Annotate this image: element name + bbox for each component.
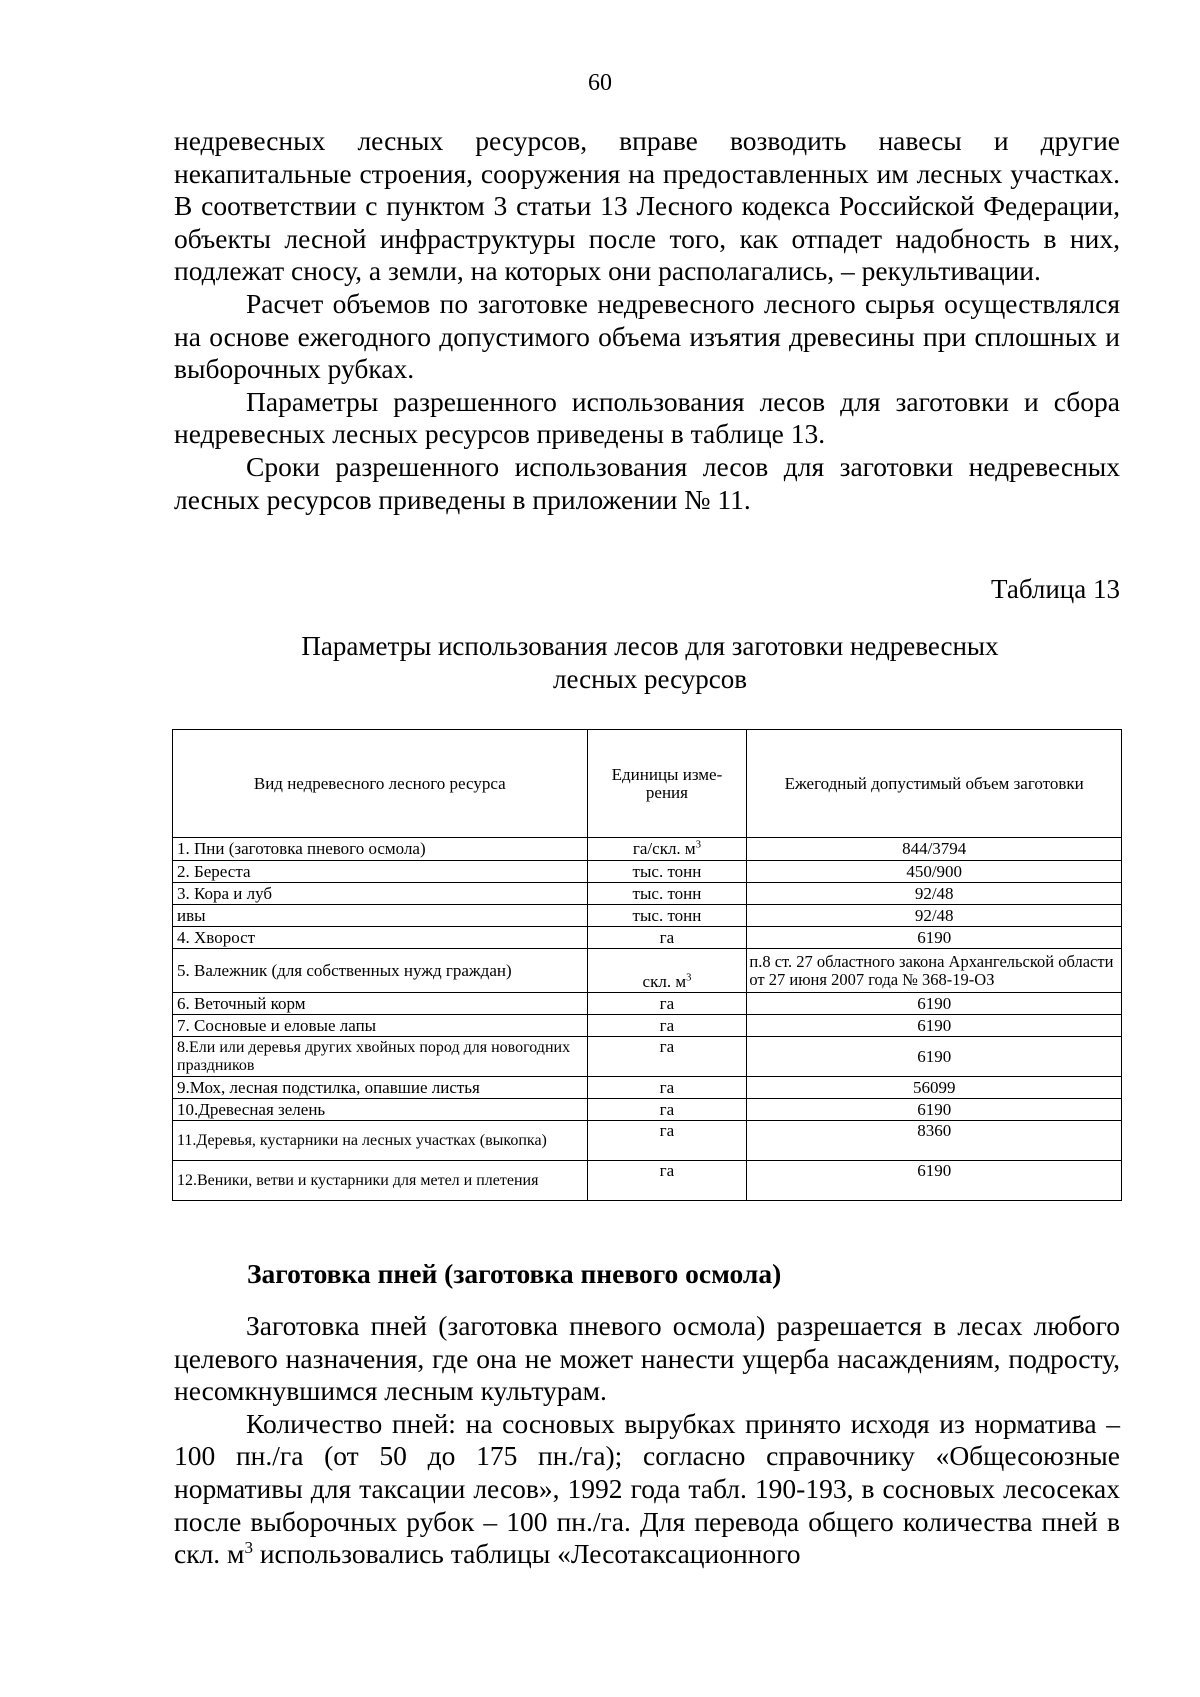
intro-text: [174, 125, 1120, 516]
table-number: Таблица 13: [991, 574, 1120, 604]
table-row: [173, 949, 1122, 993]
paragraph-6: [174, 1408, 1120, 1571]
cell-unit: [587, 1121, 747, 1161]
cell-resource-name: 12.Веники, ветви и кустарники для метел и плетения: [173, 1161, 588, 1201]
section-heading: Заготовка пней (заготовка пневого осмола): [247, 1258, 782, 1289]
cell-unit: [587, 993, 747, 1015]
cell-unit: [587, 1161, 747, 1201]
paragraph-6-tail: использовались таблицы «Лесотаксационного: [252, 1538, 801, 1570]
cell-annual-volume: 6190: [747, 927, 1122, 949]
table-header-row: [173, 730, 1122, 838]
table-title-line-1: Параметры использования лесов для заготовки недревесных: [301, 631, 999, 661]
cell-resource-name: 2. Береста: [173, 861, 588, 883]
cell-annual-volume: 450/900: [747, 861, 1122, 883]
cell-unit-text: тыс. тонн: [632, 905, 702, 925]
cell-resource-name: 6. Веточный корм: [173, 993, 588, 1015]
section-text: [174, 1310, 1120, 1571]
page-number: 60: [588, 70, 612, 96]
paragraph-3: Параметры разрешенного использования лесов для заготовки и сбора недревесных лесных ресурсов приведены в таблице 13.: [174, 385, 1120, 450]
cell-unit: [587, 838, 747, 861]
cell-resource-name: 4. Хворост: [173, 927, 588, 949]
paragraph-5: Заготовка пней (заготовка пневого осмола) разрешается в лесах любого целевого назначения, где она не может нанести ущерба насаждениям, подросту, несомкнувшимся лесным культурам.: [174, 1310, 1120, 1407]
cell-resource-name: 7. Сосновые и еловые лапы: [173, 1015, 588, 1037]
cell-annual-volume: 844/3794: [747, 838, 1122, 861]
cell-resource-name: ивы: [173, 905, 588, 927]
header-resource-type: Вид недревесного лесного ресурса: [173, 730, 588, 838]
cell-annual-volume: 56099: [747, 1077, 1122, 1099]
paragraph-4: Сроки разрешенного использования лесов для заготовки недревесных лесных ресурсов приведены в приложении № 11.: [174, 450, 1120, 515]
cell-unit: [587, 1099, 747, 1121]
header-annual-volume: Ежегодный допустимый объем заготовки: [747, 730, 1122, 838]
cell-unit: [587, 1077, 747, 1099]
cell-unit: [587, 905, 747, 927]
cell-resource-name: 5. Валежник (для собственных нужд граждан): [173, 949, 588, 993]
cell-unit-text: тыс. тонн: [632, 861, 702, 881]
table-row: [173, 905, 1122, 927]
table-title-line-2: лесных ресурсов: [553, 663, 747, 694]
cell-annual-volume: 6190: [747, 993, 1122, 1015]
cell-unit: [587, 1037, 747, 1077]
cell-unit-text: га: [659, 1037, 675, 1056]
table-row: [173, 838, 1122, 861]
cell-resource-name: 9.Мох, лесная подстилка, опавшие листья: [173, 1077, 588, 1099]
cell-annual-volume: п.8 ст. 27 областного закона Архангельской области от 27 июня 2007 года № 368-19-ОЗ: [747, 949, 1122, 993]
cell-annual-volume: 6190: [747, 1015, 1122, 1037]
cell-annual-volume: 8360: [747, 1121, 1122, 1161]
table-row: [173, 1161, 1122, 1201]
table-body: [173, 838, 1122, 1201]
header-unit: Единицы изме-рения: [587, 730, 747, 838]
cell-unit: [587, 1015, 747, 1037]
cell-unit-superscript: 3: [695, 839, 701, 851]
cell-unit-text: га: [659, 1121, 675, 1140]
cell-unit: [587, 883, 747, 905]
table-row: [173, 861, 1122, 883]
paragraph-6-superscript: 3: [244, 1538, 253, 1557]
table-row: [173, 1121, 1122, 1161]
cell-resource-name: 11.Деревья, кустарники на лесных участках (выкопка): [173, 1121, 588, 1161]
cell-unit-text: га: [659, 1015, 675, 1035]
table-row: [173, 883, 1122, 905]
cell-unit-text: га: [659, 1161, 675, 1180]
paragraph-2: Расчет объемов по заготовке недревесного лесного сырья осуществлялся на основе ежегодного допустимого объема изъятия древесины при сплошных и выборочных рубках.: [174, 287, 1120, 385]
cell-annual-volume: 92/48: [747, 883, 1122, 905]
cell-annual-volume: 6190: [747, 1099, 1122, 1121]
table-row: [173, 927, 1122, 949]
cell-unit-text: скл. м: [642, 972, 687, 991]
cell-resource-name: 8.Ели или деревья других хвойных пород для новогодних праздников: [173, 1037, 588, 1077]
cell-unit: [587, 861, 747, 883]
cell-annual-volume: 92/48: [747, 905, 1122, 927]
cell-unit: [587, 949, 747, 993]
table-row: [173, 1099, 1122, 1121]
cell-resource-name: 10.Древесная зелень: [173, 1099, 588, 1121]
cell-unit-text: га: [659, 1099, 675, 1119]
parameters-table: [172, 729, 1122, 1201]
paragraph-6-text: Количество пней: на сосновых вырубках принято исходя из норматива – 100 пн./га (от 50 до 175 пн./га); согласно справочнику «Общесоюзные нормативы для таксации лесов», 1992 года табл. 190-193, в сосновых лесосеках после выборочных рубок – 100 пн./га. Для перевода общего количества пней в скл. м: [174, 1407, 1120, 1570]
cell-unit-text: тыс. тонн: [632, 883, 702, 903]
cell-annual-volume: 6190: [747, 1037, 1122, 1077]
cell-unit-text: га: [659, 1077, 675, 1097]
cell-unit: [587, 927, 747, 949]
table-row: [173, 1015, 1122, 1037]
cell-unit-superscript: 3: [686, 972, 692, 984]
cell-resource-name: 1. Пни (заготовка пневого осмола): [173, 838, 588, 861]
cell-annual-volume: 6190: [747, 1161, 1122, 1201]
table-row: [173, 1037, 1122, 1077]
table-title: [250, 630, 1050, 695]
cell-resource-name: 3. Кора и луб: [173, 883, 588, 905]
paragraph-1: недревесных лесных ресурсов, вправе возводить навесы и другие некапитальные строения, сооружения на предоставленных им лесных участках. В соответствии с пунктом 3 статьи 13 Лесного кодекса Российской Федерации, объекты лесной инфраструктуры после того, как отпадет надобность в них, подлежат сносу, а земли, на которых они располагались, – рекультивации.: [174, 125, 1120, 287]
table-row: [173, 1077, 1122, 1099]
table-row: [173, 993, 1122, 1015]
cell-unit-text: га: [659, 993, 675, 1013]
cell-unit-text: га/скл. м: [632, 839, 696, 858]
cell-unit-text: га: [659, 927, 675, 947]
